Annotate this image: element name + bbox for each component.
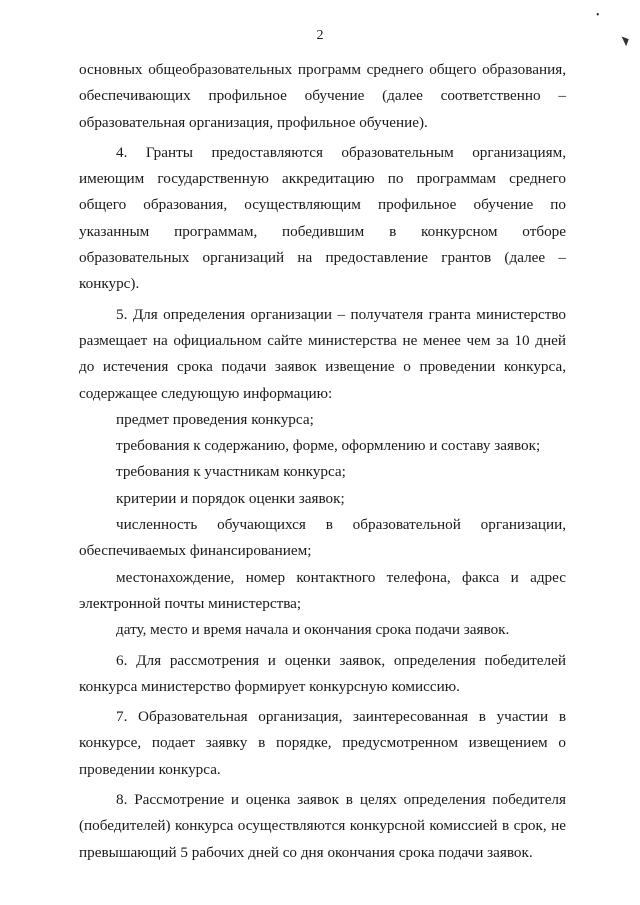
- list-item-criteria: критерии и порядок оценки заявок;: [116, 489, 345, 507]
- document-body: [79, 57, 566, 866]
- paragraph-item-6: 6. Для рассмотрения и оценки заявок, определения победителей конкурса министерство формирует конкурсную комиссию.: [79, 651, 566, 695]
- paragraph-item-8: 8. Рассмотрение и оценка заявок в целях определения победителя (победителей) конкурса осуществляются конкурсной комиссией в срок, не превышающий 5 рабочих дней со дня окончания срока подачи заявок.: [79, 791, 566, 861]
- paragraph-continuation: основных общеобразовательных программ среднего общего образования, обеспечивающих профильное обучение (далее соответственно – образовательная организация, профильное обучение).: [79, 61, 566, 131]
- list-item-subject: предмет проведения конкурса;: [116, 410, 314, 428]
- list-item-student-count: численность обучающихся в образовательной организации, обеспечиваемых финансированием;: [79, 516, 566, 560]
- list-item-requirements-participants: требования к участникам конкурса;: [116, 463, 346, 481]
- scan-tick-mark: ◥: [618, 35, 630, 48]
- list-item-dates: дату, место и время начала и окончания срока подачи заявок.: [116, 621, 510, 639]
- paragraph-item-4: 4. Гранты предоставляются образовательным организациям, имеющим государственную аккредитацию по программам среднего общего образования, осуществляющим профильное обучение по указанным программам, победившим в конкурсном отборе образовательных организаций на предоставление грантов (далее – конкурс).: [79, 143, 566, 293]
- list-item-requirements-content: требования к содержанию, форме, оформлению и составу заявок;: [116, 437, 541, 455]
- scan-dot-mark: •: [596, 10, 600, 21]
- paragraph-item-5: 5. Для определения организации – получателя гранта министерство размещает на официальном сайте министерства не менее чем за 10 дней до истечения срока подачи заявок извещение о проведении конкурса, содержащее следующую информацию:: [79, 305, 566, 402]
- list-item-contacts: местонахождение, номер контактного телефона, факса и адрес электронной почты министерства;: [79, 568, 566, 612]
- page-number: 2: [316, 28, 324, 43]
- paragraph-item-7: 7. Образовательная организация, заинтересованная в участии в конкурсе, подает заявку в порядке, предусмотренном извещением о проведении конкурса.: [79, 708, 566, 778]
